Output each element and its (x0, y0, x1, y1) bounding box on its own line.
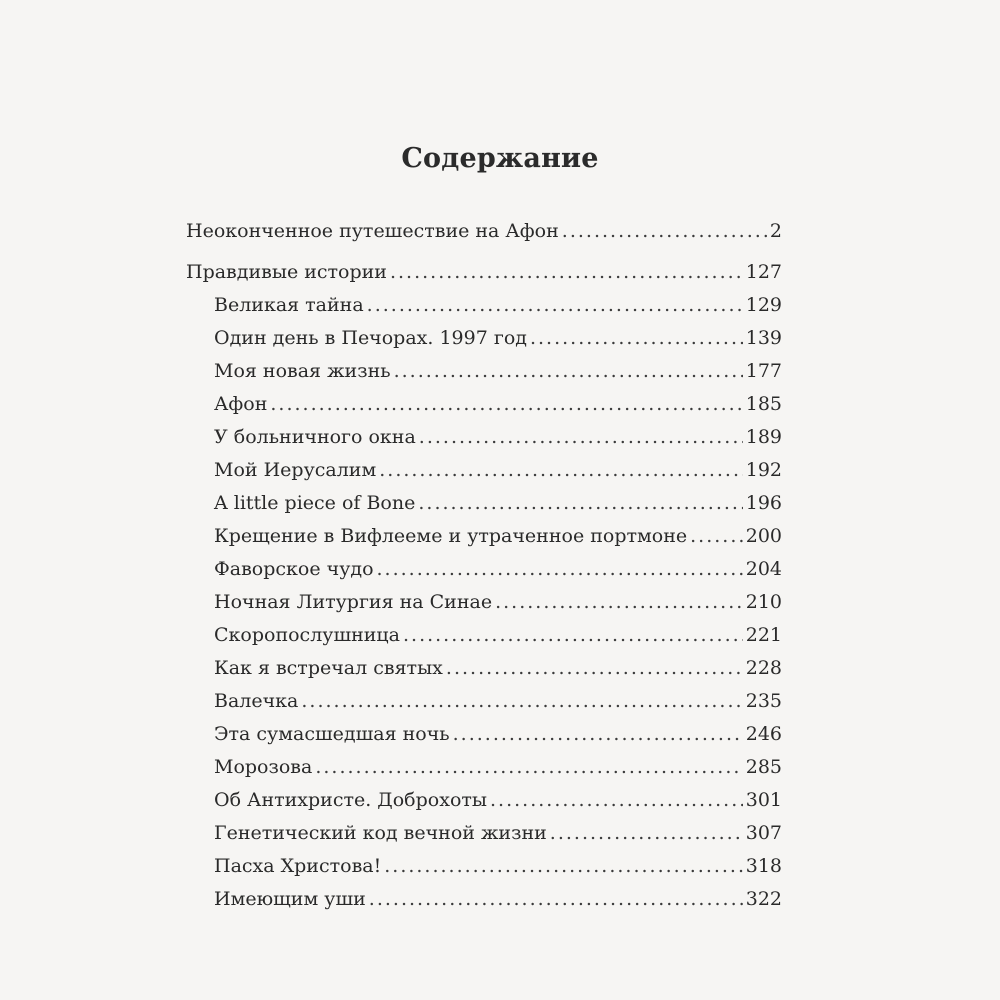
dot-leader (315, 754, 742, 780)
dot-leader (453, 721, 743, 747)
dot-leader (367, 292, 743, 318)
toc-entry-title: Правдивые истории (186, 261, 387, 283)
toc-entry-page: 127 (745, 261, 782, 283)
toc-entry (186, 523, 782, 556)
page-title: Содержание (401, 143, 599, 174)
toc-entry-title: Имеющим уши (214, 888, 366, 910)
toc-entry-title: A little piece of Bone (214, 492, 416, 514)
toc-entry (186, 259, 782, 292)
toc-entry-page: 139 (745, 327, 782, 349)
toc-entry-title: Скоропослушница (214, 624, 400, 646)
toc-entry (186, 655, 782, 688)
toc-entry-title: Мой Иерусалим (214, 459, 377, 481)
toc-entry (186, 820, 782, 853)
toc-entry-page: 221 (745, 624, 782, 646)
toc-entry-title: У больничного окна (214, 426, 416, 448)
dot-leader (377, 556, 743, 582)
toc-entry-title: Эта сумасшедшая ночь (214, 723, 450, 745)
toc-entry-title: Афон (214, 393, 268, 415)
toc-entry-page: 246 (745, 723, 782, 745)
toc-entry (186, 754, 782, 787)
toc-entry-page: 204 (745, 558, 782, 580)
toc-entry-page: 318 (745, 855, 782, 877)
toc-entry-page: 192 (745, 459, 782, 481)
toc-entry-title: Морозова (214, 756, 313, 778)
toc-entry-title: Крещение в Вифлееме и утраченное портмоне (214, 525, 688, 547)
toc-entry-page: 228 (745, 657, 782, 679)
dot-leader (495, 589, 743, 615)
toc-entry (186, 721, 782, 754)
toc-entry-title: Пасха Христова! (214, 855, 382, 877)
toc-entry-page: 189 (745, 426, 782, 448)
toc-entry (186, 622, 782, 655)
dot-leader (419, 424, 743, 450)
toc-entry (186, 886, 782, 919)
table-of-contents (186, 218, 782, 919)
toc-entry-page: 307 (745, 822, 782, 844)
toc-entry (186, 391, 782, 424)
toc-entry (186, 853, 782, 886)
toc-entry-title: Моя новая жизнь (214, 360, 391, 382)
dot-leader (394, 358, 743, 384)
toc-entry-title: Неоконченное путешествие на Афон (186, 220, 559, 242)
dot-leader (369, 886, 743, 912)
toc-entry (186, 556, 782, 589)
toc-entry (186, 457, 782, 490)
toc-entry-title: Генетический код вечной жизни (214, 822, 547, 844)
toc-entry (186, 787, 782, 820)
dot-leader (446, 655, 743, 681)
dot-leader (384, 853, 743, 879)
dot-leader (403, 622, 743, 648)
toc-entry-page: 196 (745, 492, 782, 514)
toc-entry (186, 490, 782, 523)
toc-entry-page: 129 (745, 294, 782, 316)
dot-leader (562, 218, 767, 244)
dot-leader (490, 787, 743, 813)
toc-entry-title: Ночная Литургия на Синае (214, 591, 493, 613)
dot-leader (530, 325, 743, 351)
toc-entry (186, 358, 782, 391)
toc-entry-title: Фаворское чудо (214, 558, 374, 580)
toc-entry (186, 325, 782, 358)
dot-leader (690, 523, 743, 549)
dot-leader (270, 391, 742, 417)
toc-entry-page: 185 (745, 393, 782, 415)
toc-entry-title: Великая тайна (214, 294, 364, 316)
toc-entry-page: 322 (745, 888, 782, 910)
toc-entry (186, 589, 782, 622)
dot-leader (418, 490, 742, 516)
toc-entry-title: Один день в Печорах. 1997 год (214, 327, 527, 349)
toc-entry-page: 301 (745, 789, 782, 811)
toc-entry-title: Как я встречал святых (214, 657, 443, 679)
dot-leader (301, 688, 742, 714)
dot-leader (550, 820, 743, 846)
dot-leader (390, 259, 743, 285)
toc-entry (186, 688, 782, 721)
toc-entry-page: 285 (745, 756, 782, 778)
toc-entry-page: 2 (769, 220, 782, 242)
toc-entry (186, 292, 782, 325)
dot-leader (379, 457, 743, 483)
toc-entry (186, 218, 782, 251)
toc-entry-page: 235 (745, 690, 782, 712)
toc-entry-page: 200 (745, 525, 782, 547)
toc-entry-page: 177 (745, 360, 782, 382)
toc-entry-page: 210 (745, 591, 782, 613)
toc-entry-title: Об Антихристе. Доброхоты (214, 789, 488, 811)
toc-entry-title: Валечка (214, 690, 299, 712)
toc-entry (186, 424, 782, 457)
